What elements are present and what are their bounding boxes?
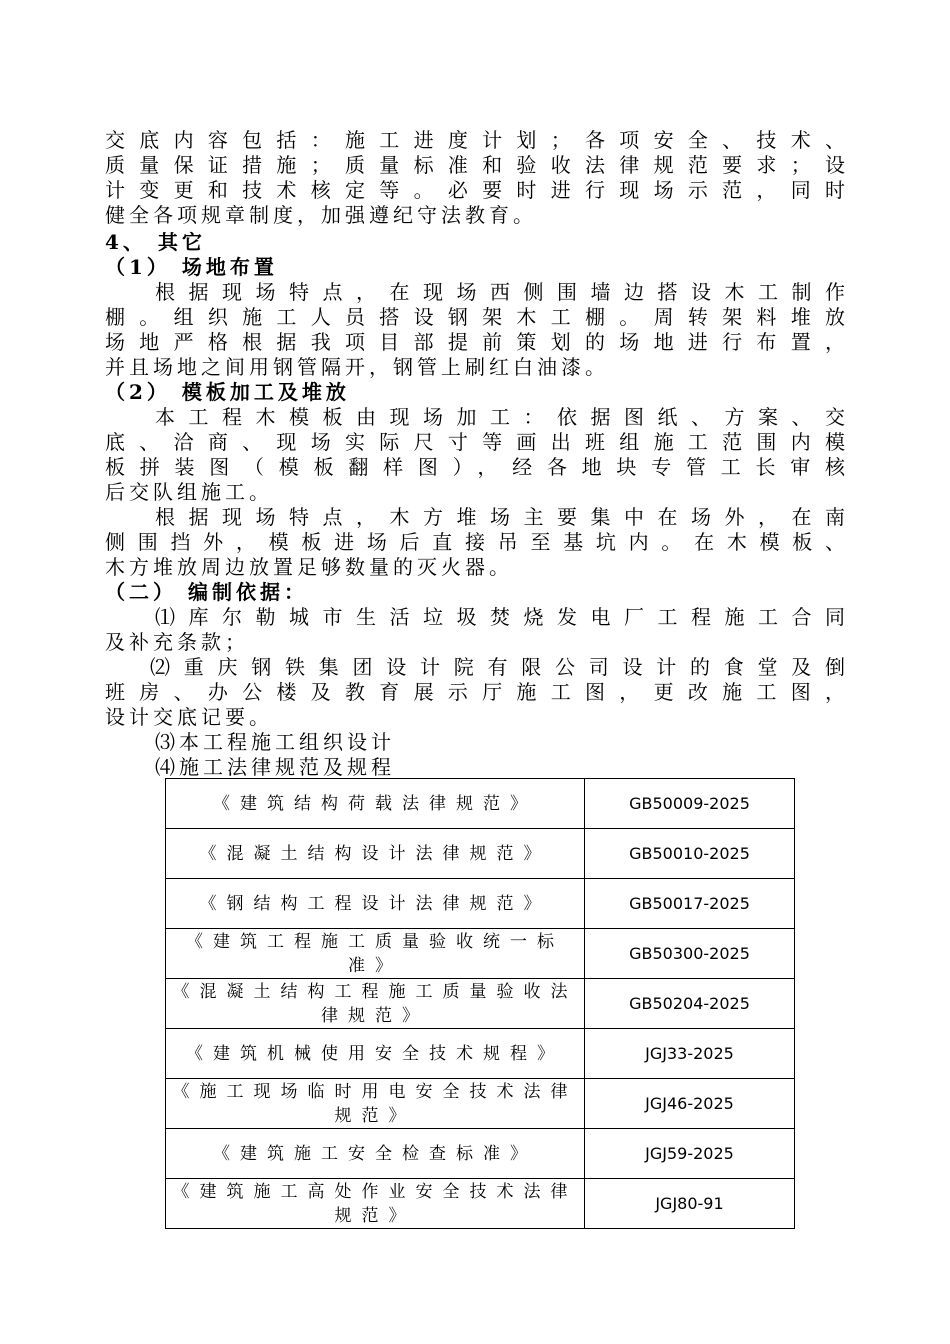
text-line: 班房、办公楼及教育展示厅施工图，更改施工图， [105, 680, 845, 704]
table-row [166, 829, 795, 879]
standard-name: 《建筑施工高处作业安全技术法律规范》 [166, 1179, 585, 1229]
text-line: 木方堆放周边放置足够数量的灭火器。 [105, 555, 513, 579]
standard-code: GB50010-2025 [585, 829, 795, 879]
standards-table-body [166, 779, 795, 1229]
standard-code: GB50204-2025 [585, 979, 795, 1029]
text-line: 根据现场特点，在现场西侧围墙边搭设木工制作 [155, 280, 845, 304]
standard-name: 《建筑结构荷载法律规范》 [166, 779, 585, 829]
section-heading: （二） 编制依据： [105, 580, 308, 604]
text-line: 设计交底记要。 [105, 705, 273, 729]
text-line: 计变更和技术核定等。必要时进行现场示范，同时 [105, 178, 845, 202]
text-line: ⑶本工程施工组织设计 [155, 730, 395, 754]
standard-name: 《钢结构工程设计法律规范》 [166, 879, 585, 929]
standard-name: 《混凝土结构工程施工质量验收法律规范》 [166, 979, 585, 1029]
text-line: ⑴库尔勒城市生活垃圾焚烧发电厂工程施工合同 [155, 605, 845, 629]
text-line: 板拼装图（模板翻样图），经各地块专管工长审核 [105, 455, 845, 479]
table-row [166, 1129, 795, 1179]
table-row [166, 1079, 795, 1129]
text-line: 及补充条款； [105, 630, 249, 654]
text-line: 场地严格根据我项目部提前策划的场地进行布置， [105, 330, 845, 354]
text-line: 交底内容包括：施工进度计划；各项安全、技术、 [105, 128, 845, 152]
table-row [166, 879, 795, 929]
text-line: 根据现场特点，木方堆场主要集中在场外，在南 [155, 505, 845, 529]
table-row [166, 979, 795, 1029]
text-line: 并且场地之间用钢管隔开，钢管上刷红白油漆。 [105, 355, 609, 379]
text-line: 健全各项规章制度，加强遵纪守法教育。 [105, 203, 537, 227]
standard-code: JGJ33-2025 [585, 1029, 795, 1079]
standard-code: GB50009-2025 [585, 779, 795, 829]
standard-name: 《混凝土结构设计法律规范》 [166, 829, 585, 879]
text-line: 后交队组施工。 [105, 480, 273, 504]
text-line: 棚。组织施工人员搭设钢架木工棚。周转架料堆放 [105, 305, 845, 329]
standard-code: GB50017-2025 [585, 879, 795, 929]
standard-name: 《建筑机械使用安全技术规程》 [166, 1029, 585, 1079]
standard-code: JGJ80-91 [585, 1179, 795, 1229]
text-line: 侧围挡外，模板进场后直接吊至基坑内。在木模板、 [105, 530, 845, 554]
table-row [166, 1179, 795, 1229]
standards-table [165, 778, 795, 1229]
section-heading: （1） 场地布置 [105, 255, 278, 279]
table-row [166, 779, 795, 829]
standard-code: GB50300-2025 [585, 929, 795, 979]
standard-name: 《施工现场临时用电安全技术法律规范》 [166, 1079, 585, 1129]
text-line: ⑵重庆钢铁集团设计院有限公司设计的食堂及倒 [150, 655, 845, 679]
table-row [166, 1029, 795, 1079]
standard-code: JGJ46-2025 [585, 1079, 795, 1129]
standard-name: 《建筑施工安全检查标准》 [166, 1129, 585, 1179]
text-line: 质量保证措施；质量标准和验收法律规范要求；设 [105, 153, 845, 177]
standard-name: 《建筑工程施工质量验收统一标准》 [166, 929, 585, 979]
text-line: 本工程木模板由现场加工：依据图纸、方案、交 [155, 405, 845, 429]
standard-code: JGJ59-2025 [585, 1129, 795, 1179]
text-line: 底、洽商、现场实际尺寸等画出班组施工范围内模 [105, 430, 845, 454]
section-heading: （2） 模板加工及堆放 [105, 380, 350, 404]
table-row [166, 929, 795, 979]
section-heading: 4、 其它 [105, 230, 206, 254]
text-line: ⑷施工法律规范及规程 [155, 755, 395, 779]
